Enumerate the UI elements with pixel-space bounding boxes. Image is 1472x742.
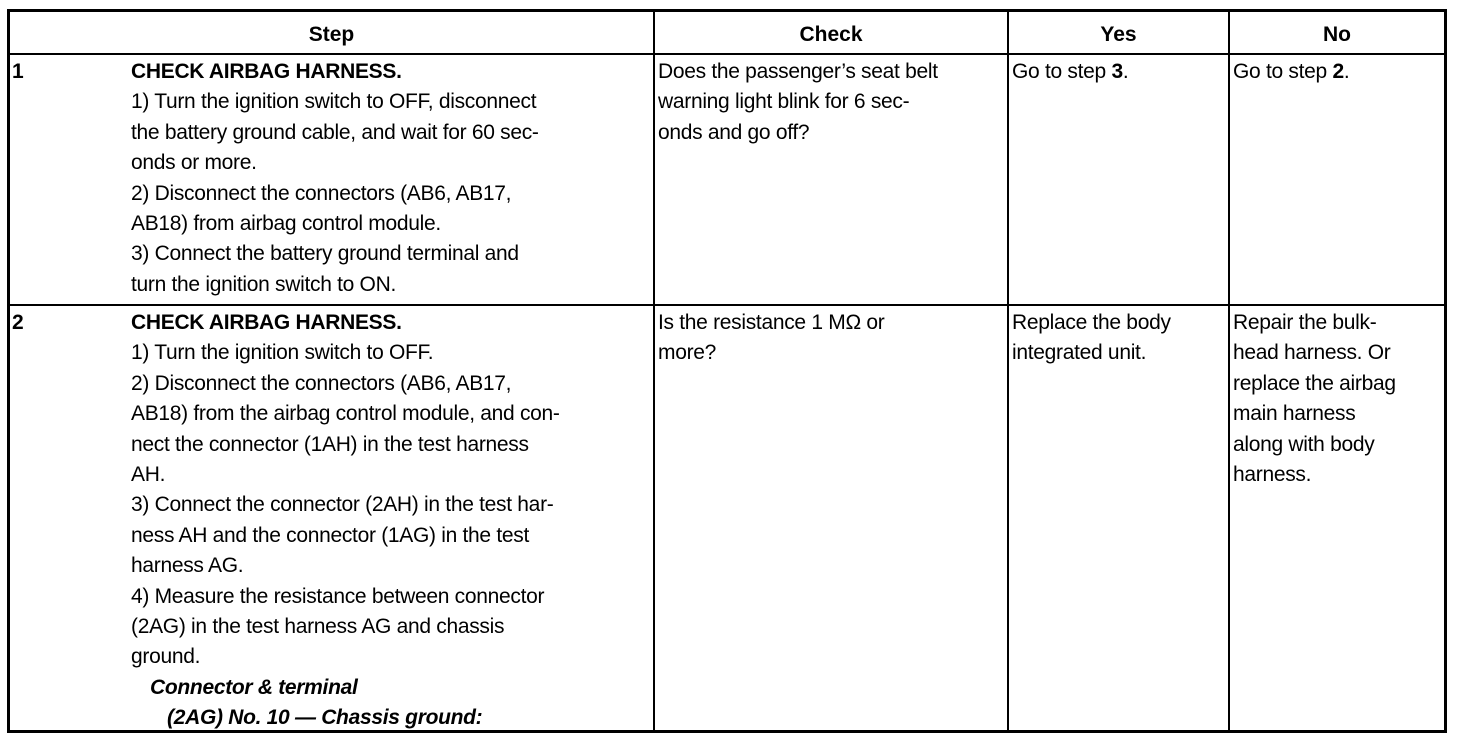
no-suffix: . xyxy=(1343,60,1350,83)
step-line: 3) Connect the connector (2AH) in the test har- xyxy=(131,493,554,517)
step-line: AH. xyxy=(131,462,166,486)
column-divider-check-yes xyxy=(1007,12,1009,730)
step-line: 2) Disconnect the connectors (AB6, AB17, xyxy=(131,371,512,395)
step-line: turn the ignition switch to ON. xyxy=(131,272,396,296)
step-number: 1 xyxy=(12,60,24,83)
step-title: CHECK AIRBAG HARNESS. xyxy=(131,311,402,334)
step-line: ness AH and the connector (1AG) in the test xyxy=(131,523,529,547)
yes-line: Replace the body xyxy=(1012,311,1171,334)
column-divider-yes-no xyxy=(1228,12,1230,730)
check-line: Is the resistance 1 MΩ or xyxy=(658,311,885,334)
step-line: ground. xyxy=(131,645,201,669)
step-line: AB18) from the airbag control module, and con- xyxy=(131,402,560,426)
column-divider-step-check xyxy=(653,12,655,730)
spec-title: Connector & terminal xyxy=(150,675,358,699)
check-question xyxy=(658,308,884,369)
no-action xyxy=(1233,57,1349,87)
no-line: Repair the bulk- xyxy=(1233,311,1377,334)
step-line: 3) Connect the battery ground terminal and xyxy=(131,242,519,266)
yes-suffix: . xyxy=(1122,60,1129,83)
no-line: replace the airbag xyxy=(1233,371,1396,395)
step-number: 2 xyxy=(12,311,24,334)
no-step-link: 2 xyxy=(1332,60,1344,83)
check-line: more? xyxy=(658,341,717,365)
header-no: No xyxy=(1323,23,1351,46)
no-action xyxy=(1233,308,1396,490)
header-step: Step xyxy=(308,23,355,46)
step-line: (2AG) in the test harness AG and chassis xyxy=(131,614,505,638)
header-yes: Yes xyxy=(1100,23,1137,46)
header-check: Check xyxy=(799,23,863,46)
check-line: onds and go off? xyxy=(658,120,810,144)
no-line: main harness xyxy=(1233,402,1356,426)
step-line: AB18) from airbag control module. xyxy=(131,211,441,235)
step-line: 1) Turn the ignition switch to OFF. xyxy=(131,341,434,365)
no-text: Go to step xyxy=(1233,60,1333,83)
yes-action xyxy=(1012,57,1128,87)
check-question xyxy=(658,57,938,148)
step-line: nect the connector (1AH) in the test harness xyxy=(131,432,529,456)
step-instructions xyxy=(131,308,560,733)
yes-step-link: 3 xyxy=(1111,60,1123,83)
step-line: 2) Disconnect the connectors (AB6, AB17, xyxy=(131,181,512,205)
no-line: along with body xyxy=(1233,432,1375,456)
step-instructions xyxy=(131,57,539,300)
yes-line: integrated unit. xyxy=(1012,341,1147,365)
step-line: the battery ground cable, and wait for 60 sec- xyxy=(131,120,539,144)
spec-value: (2AG) No. 10 — Chassis ground: xyxy=(167,706,483,730)
yes-text: Go to step xyxy=(1012,60,1112,83)
step-line: 4) Measure the resistance between connector xyxy=(131,584,545,608)
step-title: CHECK AIRBAG HARNESS. xyxy=(131,60,402,83)
check-line: warning light blink for 6 sec- xyxy=(658,90,910,114)
yes-action xyxy=(1012,308,1171,369)
no-line: head harness. Or xyxy=(1233,341,1391,365)
no-line: harness. xyxy=(1233,462,1312,486)
step-line: onds or more. xyxy=(131,151,257,175)
step-line: harness AG. xyxy=(131,554,244,578)
diagnostic-table xyxy=(7,9,1447,733)
check-line: Does the passenger’s seat belt xyxy=(658,60,938,83)
step-line: 1) Turn the ignition switch to OFF, disconnect xyxy=(131,90,537,114)
